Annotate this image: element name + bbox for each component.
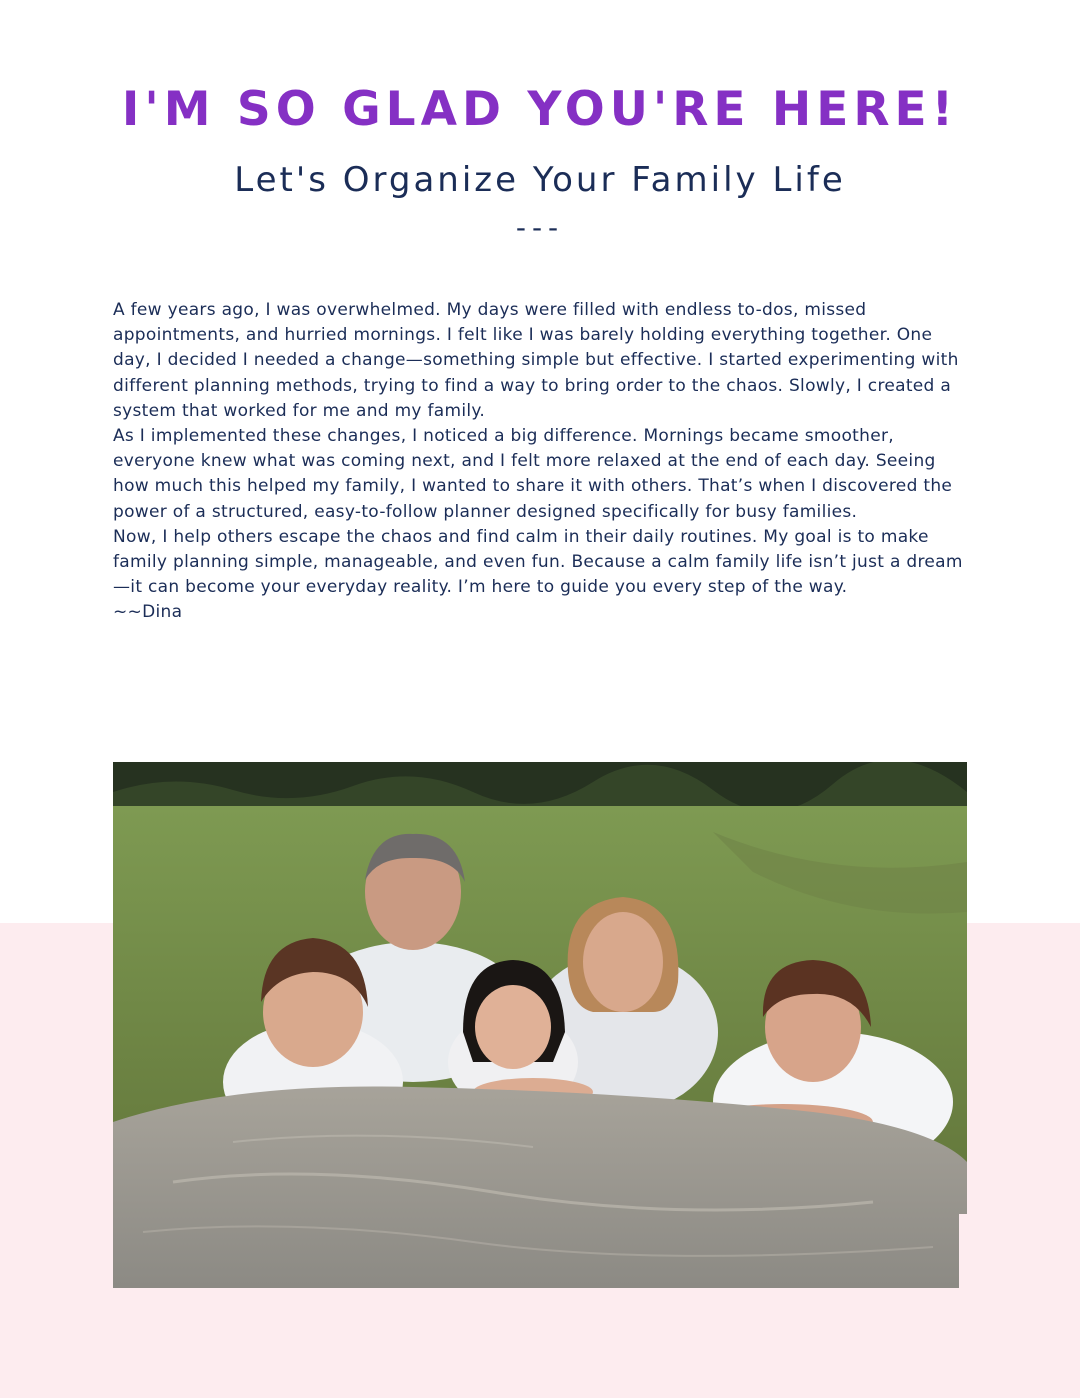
story-paragraph: A few years ago, I was overwhelmed. My days were filled with endless to-dos, missed appointments, and hurried mornings. I felt like I was barely holding everything together. One day, I decided I needed a change—something simple but effective. I started experimenting with different planning methods, trying to find a way to bring order to the chaos. Slowly, I created a system that worked for me and my family. — [113, 300, 959, 421]
title-divider: --- — [515, 211, 565, 244]
story-signature: ~~Dina — [113, 602, 183, 623]
family-photo — [113, 762, 967, 1288]
page-title: I'M SO GLAD YOU'RE HERE! — [121, 82, 959, 137]
page-subtitle: Let's Organize Your Family Life — [234, 160, 846, 200]
story-paragraph: Now, I help others escape the chaos and find calm in their daily routines. My goal is to make family planning simple, manageable, and even fun. Because a calm family life isn’t just a dream—it can become your everyday reality. I’m here to guide you every step of the way. — [113, 526, 963, 598]
story-paragraph: As I implemented these changes, I noticed a big difference. Mornings became smoother, everyone knew what was coming next, and I felt more relaxed at the end of each day. Seeing how much this helped my family, I wanted to share it with others. That’s when I discovered the power of a structured, easy-to-follow planner designed specifically for busy families. — [113, 426, 953, 522]
story-text — [113, 298, 973, 626]
